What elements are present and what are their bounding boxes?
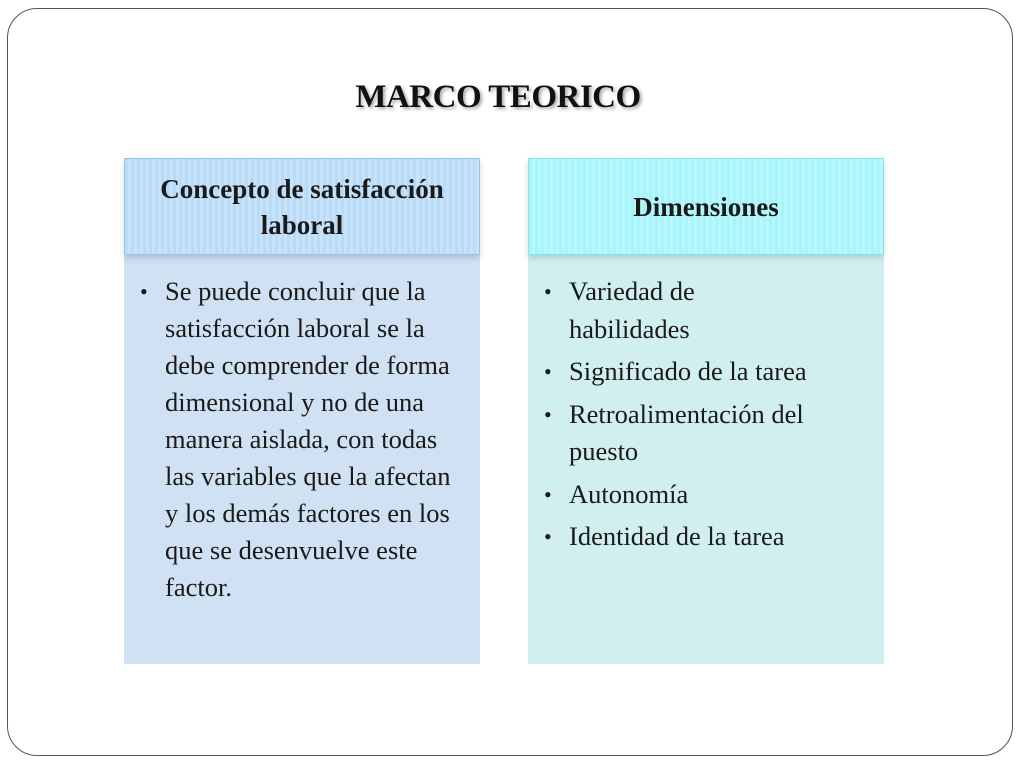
column-body (124, 255, 480, 664)
slide-title: MARCO TEORICO (355, 79, 641, 115)
bullet-item: • Identidad de la tarea (544, 518, 866, 556)
column-dimensiones (528, 158, 884, 664)
bullet-item: • Autonomía (544, 476, 866, 514)
column-header (124, 158, 480, 255)
bullet-item: • Significado de la tarea (544, 353, 866, 391)
column-header-label: Dimensiones (633, 191, 779, 222)
column-concepto (124, 158, 480, 664)
bullet-item: • Retroalimentación del puesto (544, 396, 869, 471)
column-header (528, 158, 884, 255)
bullet-list (140, 273, 462, 606)
bullet-list (544, 273, 866, 556)
column-header-label: Concepto de satisfacción laboral (160, 173, 444, 240)
column-body (528, 255, 884, 664)
bullet-item: • Se puede concluir que la satisfacción laboral se la debe comprender de forma dimensional y no de una manera aislada, con todas las variables que la afectan y los demás factores en los que se desenvuelve este factor. (140, 273, 455, 606)
bullet-item: • Variedad de habilidades (544, 273, 789, 348)
